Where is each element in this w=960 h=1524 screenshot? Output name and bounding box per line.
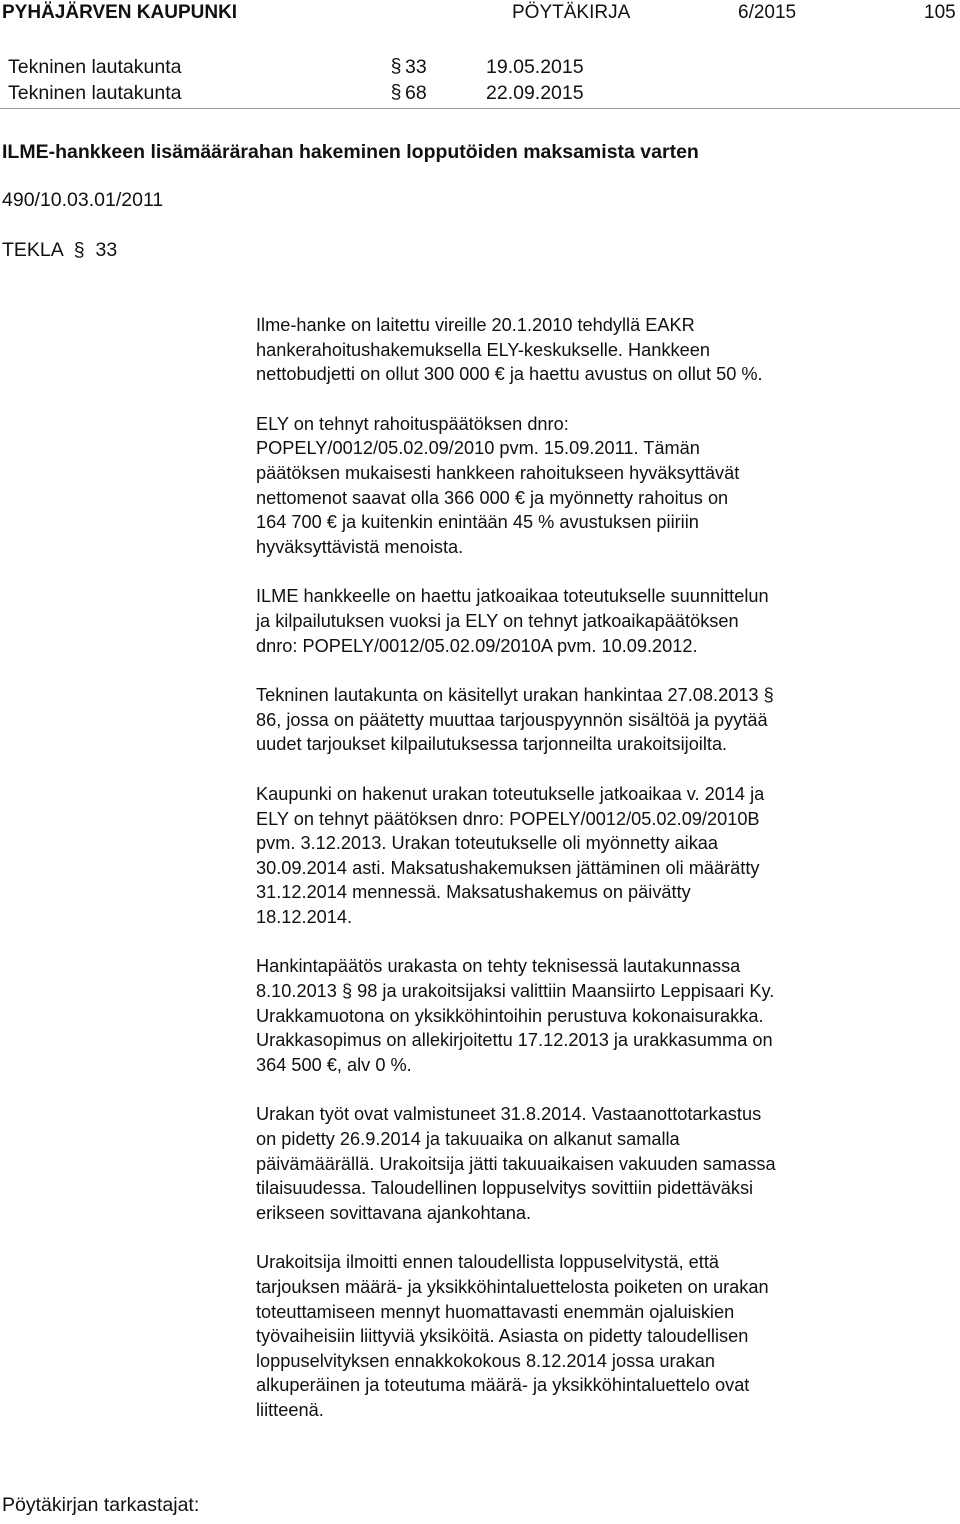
section-symbol-1: § bbox=[390, 55, 402, 77]
prior-reference bbox=[2, 239, 117, 262]
prior-reference-number: 33 bbox=[95, 239, 118, 261]
paragraph-2: ELY on tehnyt rahoituspäätöksen dnro: POPELY/0012/05.02.09/2010 pvm. 15.09.2011. Tämän päätöksen mukaisesti hankkeen rahoitukseen hyväksyttävät nettomenot saavat olla 366 000 € ja myönnetty rahoitus on 164 700 € ja kuitenkin enintään 45 % avustuksen piiriin hyväksyttävistä menoista. bbox=[256, 413, 740, 557]
minutes-reviewers-label: Pöytäkirjan tarkastajat: bbox=[2, 1494, 200, 1516]
section-symbol-prior: § bbox=[73, 239, 85, 261]
document-type: PÖYTÄKIRJA bbox=[512, 2, 631, 23]
paragraph-7: Urakan työt ovat valmistuneet 31.8.2014. Vastaanottotarkastus on pidetty 26.9.2014 ja takuuaika on alkanut samalla päivämäärällä. Urakoitsija jätti takuuaikaisen vakuuden samassa tilaisuudessa. Taloudellinen loppuselvitys sovittiin pidettäväksi erikseen sovittavana ajankohtana. bbox=[256, 1104, 776, 1223]
organization-name: PYHÄJÄRVEN KAUPUNKI bbox=[2, 2, 238, 23]
header-divider bbox=[0, 108, 960, 109]
reference-date-1: 19.05.2015 bbox=[486, 56, 584, 78]
case-number: 490/10.03.01/2011 bbox=[2, 189, 164, 211]
paragraph-8: Urakoitsija ilmoitti ennen taloudellista loppuselvitystä, että tarjouksen määrä- ja yksikköhintaluettelosta poiketen on urakan toteuttamiseen mennyt huomattavasti enemmän ojaluiskien työvaiheisiin liittyviä yksiköitä. Asiasta on pidetty taloudellisen loppuselvityksen ennakkokokous 8.12.2014 jossa urakan alkuperäinen ja toteutuma määrä- ja yksikköhintaluettelo ovat liitteenä. bbox=[256, 1252, 769, 1420]
body-text bbox=[256, 313, 896, 1448]
reference-body-2: Tekninen lautakunta bbox=[8, 82, 182, 104]
section-symbol-2: § bbox=[390, 81, 402, 103]
prior-reference-label: TEKLA bbox=[2, 239, 63, 261]
issue-number: 6/2015 bbox=[738, 2, 797, 23]
paragraph-1: Ilme-hanke on laitettu vireille 20.1.2010 tehdyllä EAKR hankerahoitushakemuksella ELY-keskukselle. Hankkeen nettobudjetti on ollut 300 000 € ja haettu avustus on ollut 50 %. bbox=[256, 315, 763, 385]
page-number: 105 bbox=[924, 2, 956, 23]
paragraph-5: Kaupunki on hakenut urakan toteutukselle jatkoaikaa v. 2014 ja ELY on tehnyt päätöksen dnro: POPELY/0012/05.02.09/2010B pvm. 3.12.2013. Urakan toteutukselle oli myönnetty aikaa 30.09.2014 asti. Maksatushakemuksen jättäminen oli määrätty 31.12.2014 mennessä. Maksatushakemus on päivätty 18.12.2014. bbox=[256, 783, 765, 927]
paragraph-4: Tekninen lautakunta on käsitellyt urakan hankintaa 27.08.2013 § 86, jossa on päätetty muuttaa tarjouspyynnön sisältöä ja pyytää uudet tarjoukset kilpailutuksessa tarjonneilta urakoitsijoilta. bbox=[256, 685, 774, 755]
reference-number-2: 68 bbox=[405, 82, 427, 104]
paragraph-3: ILME hankkeelle on haettu jatkoaikaa toteutukselle suunnittelun ja kilpailutuksen vuoksi ja ELY on tehnyt jatkoaikapäätöksen dnro: POPELY/0012/05.02.09/2010A pvm. 10.09.2012. bbox=[256, 586, 769, 656]
reference-number-1: 33 bbox=[405, 56, 427, 78]
reference-date-2: 22.09.2015 bbox=[486, 82, 584, 104]
reference-body-1: Tekninen lautakunta bbox=[8, 56, 182, 78]
paragraph-6: Hankintapäätös urakasta on tehty teknisessä lautakunnassa 8.10.2013 § 98 ja urakoitsijaksi valittiin Maansiirto Leppisaari Ky. Urakkamuotona on yksikköhintoihin perustuva kokonaisurakka. Urakkasopimus on allekirjoitettu 17.12.2013 ja urakkasumma on 364 500 €, alv 0 %. bbox=[256, 956, 775, 1075]
agenda-title: ILME-hankkeen lisämäärärahan hakeminen lopputöiden maksamista varten bbox=[2, 141, 699, 163]
